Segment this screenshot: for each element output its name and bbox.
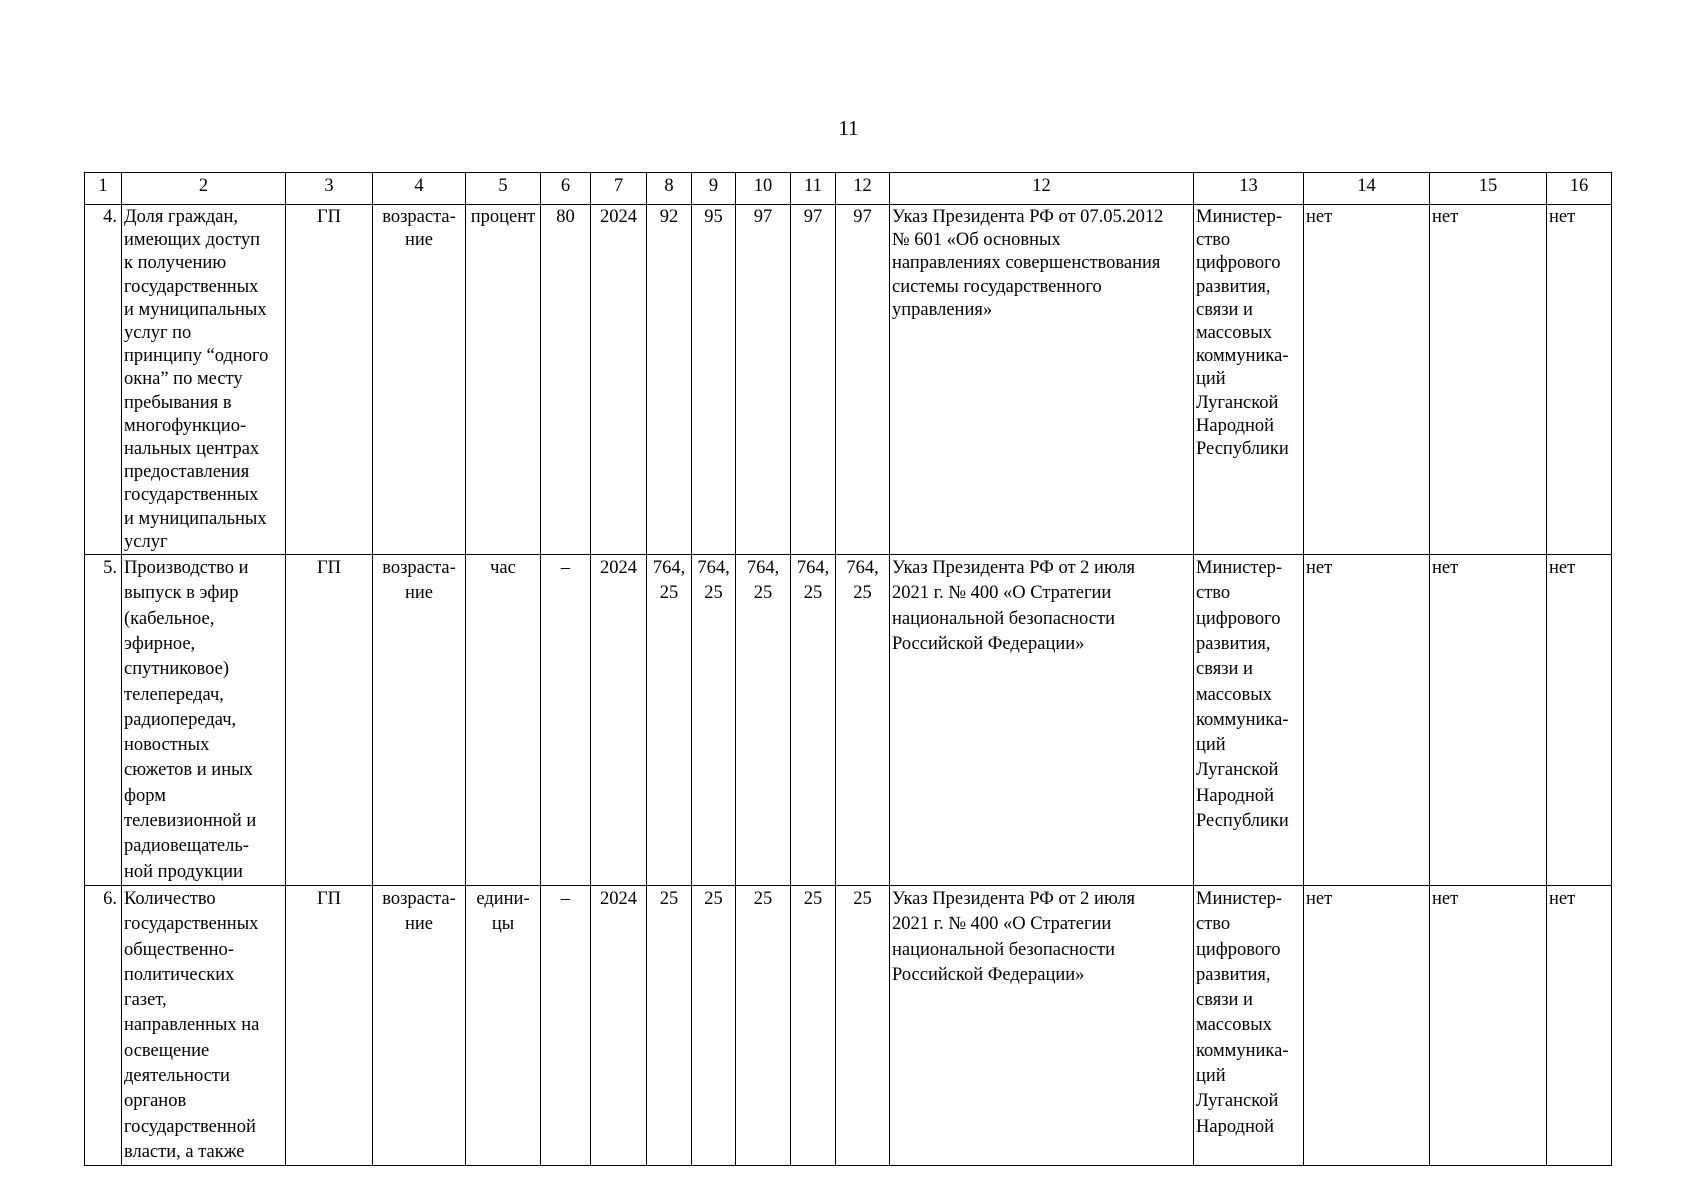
legal-basis: Указ Президента РФ от 07.05.2012 № 601 «Об основных направлениях совершенствования системы государственного управления» [890, 205, 1194, 555]
base-value: – [541, 555, 591, 886]
target-value: 25 [692, 885, 736, 1165]
flag-cell: нет [1547, 555, 1612, 886]
header-cell: 13 [1194, 173, 1304, 205]
page-number: 11 [838, 116, 859, 140]
header-cell: 4 [373, 173, 466, 205]
flag-cell: нет [1304, 205, 1430, 555]
responsible-body: Министер- ство цифрового развития, связи и массовых коммуника- ций Луганской Народной Республики [1194, 205, 1304, 555]
legal-basis: Указ Президента РФ от 2 июля 2021 г. № 400 «О Стратегии национальной безопасности Российской Федерации» [890, 555, 1194, 886]
year: 2024 [591, 885, 647, 1165]
target-value: 97 [736, 205, 791, 555]
target-value: 764, 25 [791, 555, 836, 886]
responsible-body: Министер- ство цифрового развития, связи и массовых коммуника- ций Луганской Народной Республики [1194, 555, 1304, 886]
target-value: 97 [791, 205, 836, 555]
indicators-table [84, 172, 1612, 1166]
target-value: 764, 25 [692, 555, 736, 886]
program-type: ГП [286, 205, 373, 555]
unit: час [466, 555, 541, 886]
year: 2024 [591, 555, 647, 886]
header-cell: 14 [1304, 173, 1430, 205]
responsible-body: Министер- ство цифрового развития, связи и массовых коммуника- ций Луганской Народной [1194, 885, 1304, 1165]
table-row [85, 555, 1612, 886]
header-cell: 6 [541, 173, 591, 205]
target-value: 764, 25 [836, 555, 890, 886]
base-value: 80 [541, 205, 591, 555]
header-cell: 1 [85, 173, 122, 205]
row-number: 4. [85, 205, 122, 555]
header-cell: 11 [791, 173, 836, 205]
target-value: 25 [736, 885, 791, 1165]
target-value: 764, 25 [736, 555, 791, 886]
header-cell: 9 [692, 173, 736, 205]
target-value: 764, 25 [647, 555, 692, 886]
header-cell: 12 [890, 173, 1194, 205]
legal-basis: Указ Президента РФ от 2 июля 2021 г. № 400 «О Стратегии национальной безопасности Российской Федерации» [890, 885, 1194, 1165]
flag-cell: нет [1547, 885, 1612, 1165]
flag-cell: нет [1304, 885, 1430, 1165]
program-type: ГП [286, 885, 373, 1165]
header-cell: 12 [836, 173, 890, 205]
unit: процент [466, 205, 541, 555]
trend: возраста- ние [373, 555, 466, 886]
table-row [85, 205, 1612, 555]
target-value: 25 [836, 885, 890, 1165]
year: 2024 [591, 205, 647, 555]
target-value: 25 [791, 885, 836, 1165]
header-cell: 8 [647, 173, 692, 205]
flag-cell: нет [1430, 885, 1547, 1165]
flag-cell: нет [1430, 555, 1547, 886]
indicator-name: Количество государственных общественно- политических газет, направленных на освещение деятельности органов государственной власти, а также [122, 885, 286, 1165]
row-number: 6. [85, 885, 122, 1165]
target-value: 92 [647, 205, 692, 555]
flag-cell: нет [1304, 555, 1430, 886]
target-value: 97 [836, 205, 890, 555]
program-type: ГП [286, 555, 373, 886]
indicator-name: Производство и выпуск в эфир (кабельное, эфирное, спутниковое) телепередач, радиопередач, новостных сюжетов и иных форм телевизионной и радиовещатель- ной продукции [122, 555, 286, 886]
base-value: – [541, 885, 591, 1165]
header-cell: 16 [1547, 173, 1612, 205]
trend: возраста- ние [373, 885, 466, 1165]
flag-cell: нет [1547, 205, 1612, 555]
target-value: 95 [692, 205, 736, 555]
target-value: 25 [647, 885, 692, 1165]
table-row [85, 885, 1612, 1165]
indicator-name: Доля граждан, имеющих доступ к получению государственных и муниципальных услуг по принципу “одного окна” по месту пребывания в многофункцио- нальных центрах предоставления государственных и муниципальных услуг [122, 205, 286, 555]
header-cell: 7 [591, 173, 647, 205]
header-cell: 3 [286, 173, 373, 205]
unit: едини- цы [466, 885, 541, 1165]
trend: возраста- ние [373, 205, 466, 555]
column-number-row [85, 173, 1612, 205]
header-cell: 15 [1430, 173, 1547, 205]
header-cell: 10 [736, 173, 791, 205]
flag-cell: нет [1430, 205, 1547, 555]
header-cell: 2 [122, 173, 286, 205]
header-cell: 5 [466, 173, 541, 205]
row-number: 5. [85, 555, 122, 886]
